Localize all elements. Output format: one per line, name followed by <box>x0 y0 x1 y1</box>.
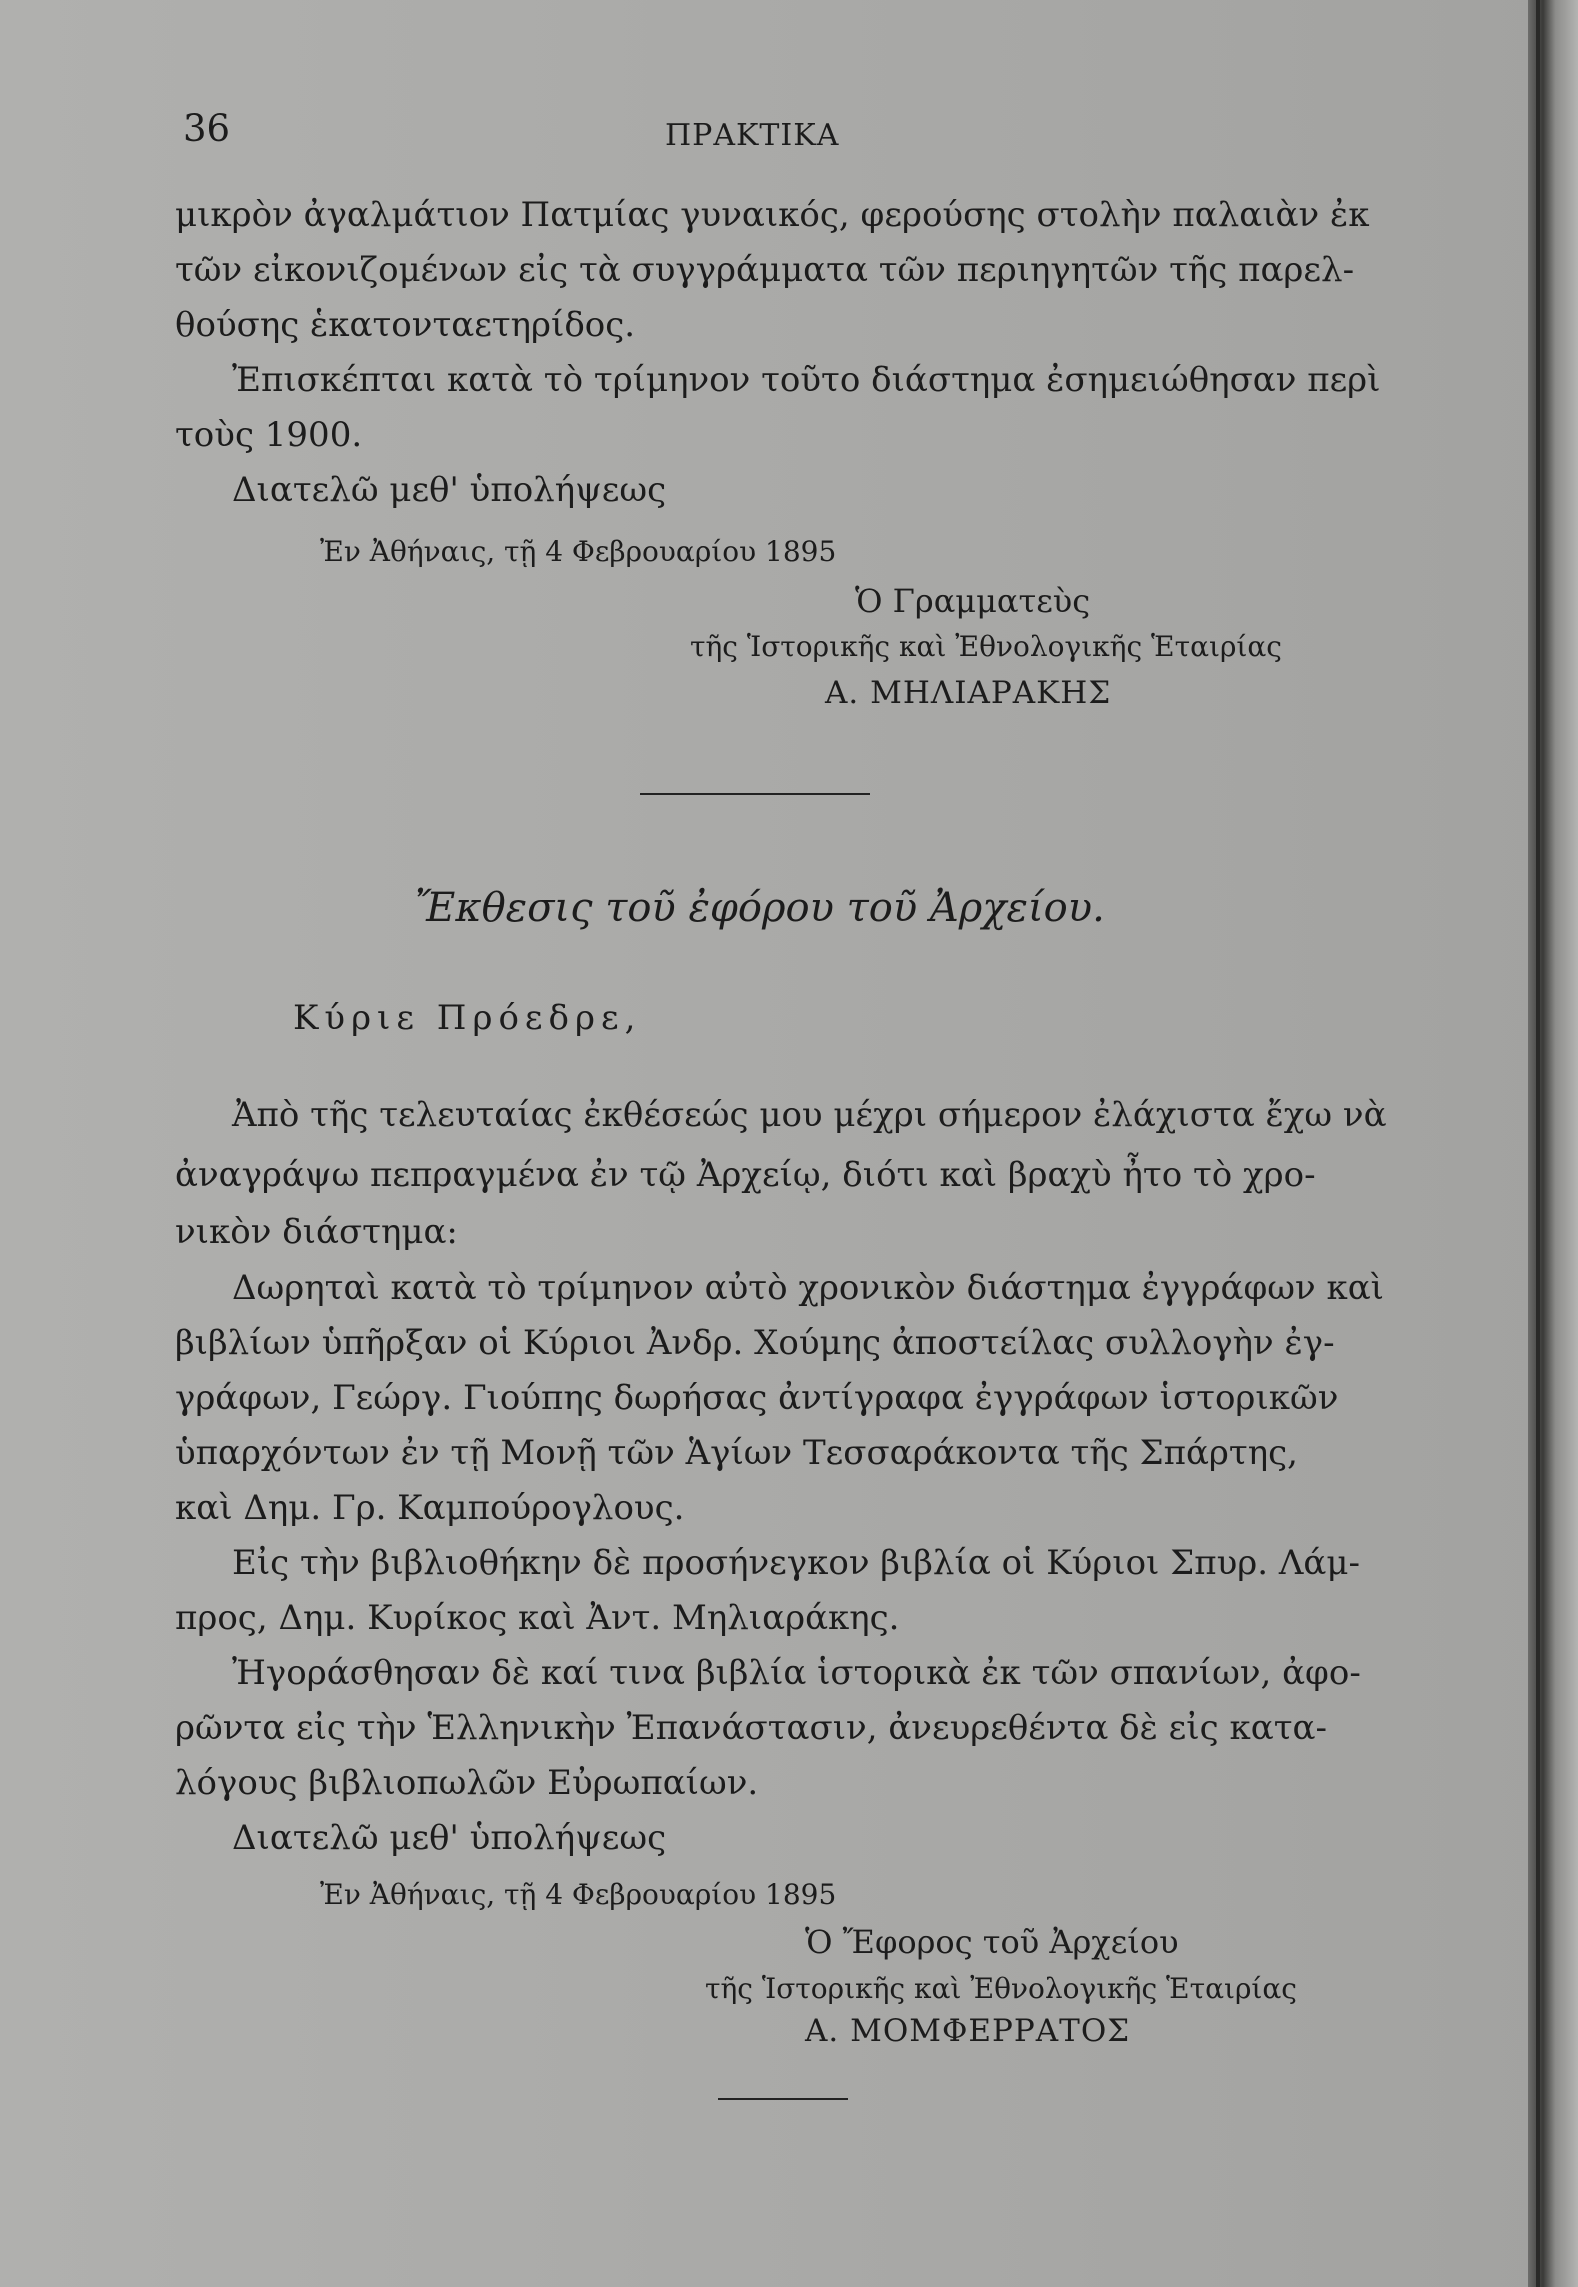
text-line: ρῶντα εἰς τὴν Ἑλληνικὴν Ἐπανάστασιν, ἀνευρεθέντα δὲ εἰς κατα- <box>175 1708 1327 1748</box>
section-title: Ἔκθεσις τοῦ ἐφόρου τοῦ Ἀρχείου. <box>415 885 1105 931</box>
binding-shadow-line <box>1536 0 1540 2287</box>
signature-society: τῆς Ἱστορικῆς καὶ Ἐθνολογικῆς Ἑταιρίας <box>690 630 1282 663</box>
signature-role: Ὁ Γραμματεὺς <box>855 582 1091 620</box>
text-line: τοὺς 1900. <box>175 415 363 455</box>
salutation: Κύριε Πρόεδρε, <box>293 998 642 1038</box>
text-line: βιβλίων ὑπῆρξαν οἱ Κύριοι Ἀνδρ. Χούμης ἀποστείλας συλλογὴν ἐγ- <box>175 1323 1335 1363</box>
text-line: γράφων, Γεώργ. Γιούπης δωρήσας ἀντίγραφα ἐγγράφων ἱστορικῶν <box>175 1378 1339 1418</box>
signature-name: Α. ΜΗΛΙΑΡΑΚΗΣ <box>825 675 1112 711</box>
text-line: λόγους βιβλιοπωλῶν Εὐρωπαίων. <box>175 1763 759 1803</box>
text-line: προς, Δημ. Κυρίκος καὶ Ἀντ. Μηλιαράκης. <box>175 1598 900 1638</box>
text-line: Εἰς τὴν βιβλιοθήκην δὲ προσήνεγκον βιβλία οἱ Κύριοι Σπυρ. Λάμ- <box>232 1543 1360 1583</box>
text-line: Ἀπὸ τῆς τελευταίας ἐκθέσεώς μου μέχρι σήμερον ἐλάχιστα ἔχω νὰ <box>232 1095 1387 1135</box>
date-line: Ἐν Ἀθήναις, τῇ 4 Φεβρουαρίου 1895 <box>320 535 837 568</box>
running-title: ΠΡΑΚΤΙΚΑ <box>665 118 840 153</box>
text-line: καὶ Δημ. Γρ. Καμπούρογλους. <box>175 1488 685 1528</box>
closing-line: Διατελῶ μεθ' ὑπολήψεως <box>232 470 667 510</box>
end-divider <box>718 2098 848 2100</box>
text-line: μικρὸν ἀγαλμάτιον Πατμίας γυναικός, φερούσης στολὴν παλαιὰν ἐκ <box>175 195 1370 235</box>
text-line: ἀναγράψω πεπραγμένα ἐν τῷ Ἀρχείῳ, διότι καὶ βραχὺ ἦτο τὸ χρο- <box>175 1155 1316 1195</box>
text-line: Ἐπισκέπται κατὰ τὸ τρίμηνον τοῦτο διάστημα ἐσημειώθησαν περὶ <box>232 360 1381 400</box>
text-line: νικὸν διάστημα: <box>175 1212 458 1252</box>
text-line: Δωρηταὶ κατὰ τὸ τρίμηνον αὐτὸ χρονικὸν διάστημα ἐγγράφων καὶ <box>232 1268 1384 1308</box>
page-number: 36 <box>183 107 231 150</box>
section-divider <box>640 793 870 795</box>
text-line: θούσης ἑκατονταετηρίδος. <box>175 305 636 345</box>
signature-name: Α. ΜΟΜΦΕΡΡΑΤΟΣ <box>805 2013 1131 2049</box>
text-line: Ἠγοράσθησαν δὲ καί τινα βιβλία ἱστορικὰ ἐκ τῶν σπανίων, ἀφο- <box>232 1653 1361 1693</box>
signature-role: Ὁ Ἔφορος τοῦ Ἀρχείου <box>805 1923 1179 1961</box>
text-line: ὑπαρχόντων ἐν τῇ Μονῇ τῶν Ἁγίων Τεσσαράκοντα τῆς Σπάρτης, <box>175 1433 1298 1473</box>
text-line: τῶν εἰκονιζομένων εἰς τὰ συγγράμματα τῶν περιηγητῶν τῆς παρελ- <box>175 250 1355 290</box>
date-line: Ἐν Ἀθήναις, τῇ 4 Φεβρουαρίου 1895 <box>320 1878 837 1911</box>
closing-line: Διατελῶ μεθ' ὑπολήψεως <box>232 1818 667 1858</box>
signature-society: τῆς Ἱστορικῆς καὶ Ἐθνολογικῆς Ἑταιρίας <box>705 1972 1297 2005</box>
